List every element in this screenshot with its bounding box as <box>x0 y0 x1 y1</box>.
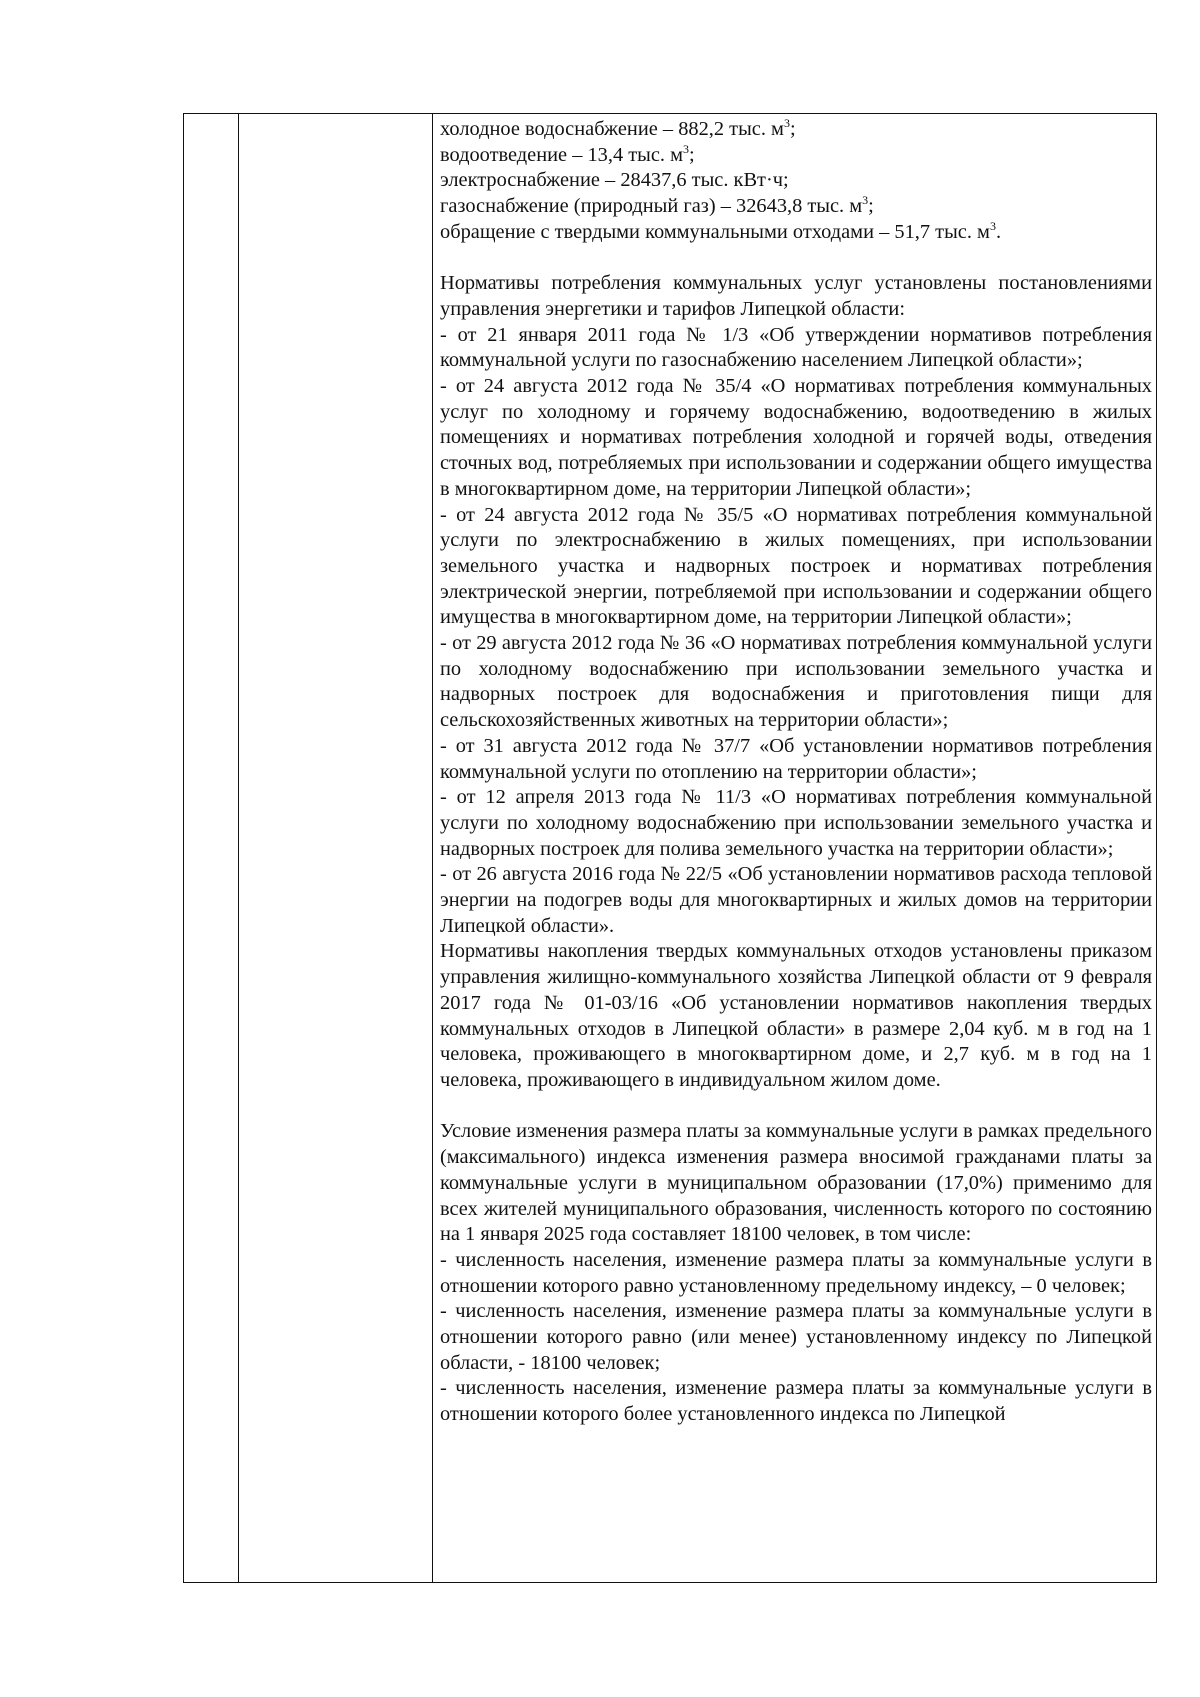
condition-item: - численность населения, изменение размера платы за коммунальные услуги в отношении которого более установленного индекса по Липецкой <box>440 1377 1152 1426</box>
normative-item: - от 24 августа 2012 года № 35/4 «О нормативах потребления коммунальных услуг по холодному и горячему водоснабжению, водоотведению в жилых помещениях и нормативах потребления холодной и горячей воды, отведения сточных вод, потребляемых при использовании и содержании общего имущества в многоквартирном доме, на территории Липецкой области»; <box>440 375 1152 500</box>
normative-item: - от 24 августа 2012 года № 35/5 «О нормативах потребления коммунальной услуги по электроснабжению в жилых помещениях, при использовании земельного участка и надворных построек и нормативах потребления электрической энергии, потребляемой при использовании и содержании общего имущества в многоквартирном доме, на территории Липецкой области»; <box>440 503 1152 629</box>
waste-normatives: Нормативы накопления твердых коммунальных отходов установлены приказом управления жилищно-коммунального хозяйства Липецкой области от 9 февраля 2017 года № 01-03/16 «Об установлении нормативов накопления твердых коммунальных отходов в Липецкой области» в размере 2,04 куб. м в год на 1 человека, проживающего в многоквартирном доме, и 2,7 куб. м в год на 1 человека, проживающего в индивидуальном жилом доме. <box>440 940 1152 1091</box>
condition-intro: Условие изменения размера платы за коммунальные услуги в рамках предельного (максимального) индекса изменения размера вносимой гражданами платы за коммунальные услуги в муниципальном образовании (17,0%) применимо для всех жителей муниципального образования, численность которого по состоянию на 1 января 2025 года составляет 18100 человек, в том числе: <box>440 1120 1152 1246</box>
condition-item: - численность населения, изменение размера платы за коммунальные услуги в отношении которого равно установленному предельному индексу, – 0 человек; <box>440 1248 1152 1297</box>
table-cell-text <box>440 117 1152 1579</box>
column-divider-1 <box>238 113 239 1583</box>
column-divider-2 <box>432 113 433 1583</box>
consumption-line-waste: обращение с твердыми коммунальными отходами – 51,7 тыс. $м^3$. <box>440 218 1002 243</box>
condition-item: - численность населения, изменение размера платы за коммунальные услуги в отношении которого равно (или менее) установленному индексу по Липецкой области, - 18100 человек; <box>440 1300 1152 1374</box>
consumption-line-drainage: водоотведение – 13,4 тыс. $м^3$; <box>440 141 695 166</box>
normatives-section <box>440 271 1152 1094</box>
normative-item: - от 26 августа 2016 года № 22/5 «Об установлении нормативов расхода тепловой энергии на подогрев воды для многоквартирных и жилых домов на территории Липецкой области». <box>440 863 1152 937</box>
spacer <box>440 246 1152 272</box>
consumption-line-gas: газоснабжение (природный газ) – 32643,8 тыс. $м^3$; <box>440 193 874 218</box>
normative-item: - от 12 апреля 2013 года № 11/3 «О нормативах потребления коммунальной услуги по холодному водоснабжению при использовании земельного участка и надворных построек для полива земельного участка на территории области»; <box>440 786 1152 860</box>
normative-item: - от 31 августа 2012 года № 37/7 «Об установлении нормативов потребления коммунальной услуги по отоплению на территории области»; <box>440 734 1152 783</box>
spacer <box>440 1094 1152 1120</box>
consumption-line-cold-water: холодное водоснабжение – 882,2 тыс. $м^3$; <box>440 117 796 140</box>
normative-item: - от 29 августа 2012 года № 36 «О нормативах потребления коммунальной услуги по холодному водоснабжению при использовании земельного участка и надворных построек для водоснабжения и приготовления пищи для сельскохозяйственных животных на территории области»; <box>440 632 1152 732</box>
condition-section <box>440 1119 1152 1427</box>
normatives-intro: Нормативы потребления коммунальных услуг установлены постановлениями управления энергетики и тарифов Липецкой области: <box>440 272 1152 320</box>
consumption-line-electricity: электроснабжение – 28437,6 тыс. кВт·ч; <box>440 169 789 192</box>
normative-item: - от 21 января 2011 года № 1/3 «Об утверждении нормативов потребления коммунальной услуги по газоснабжению населением Липецкой области»; <box>440 323 1152 372</box>
